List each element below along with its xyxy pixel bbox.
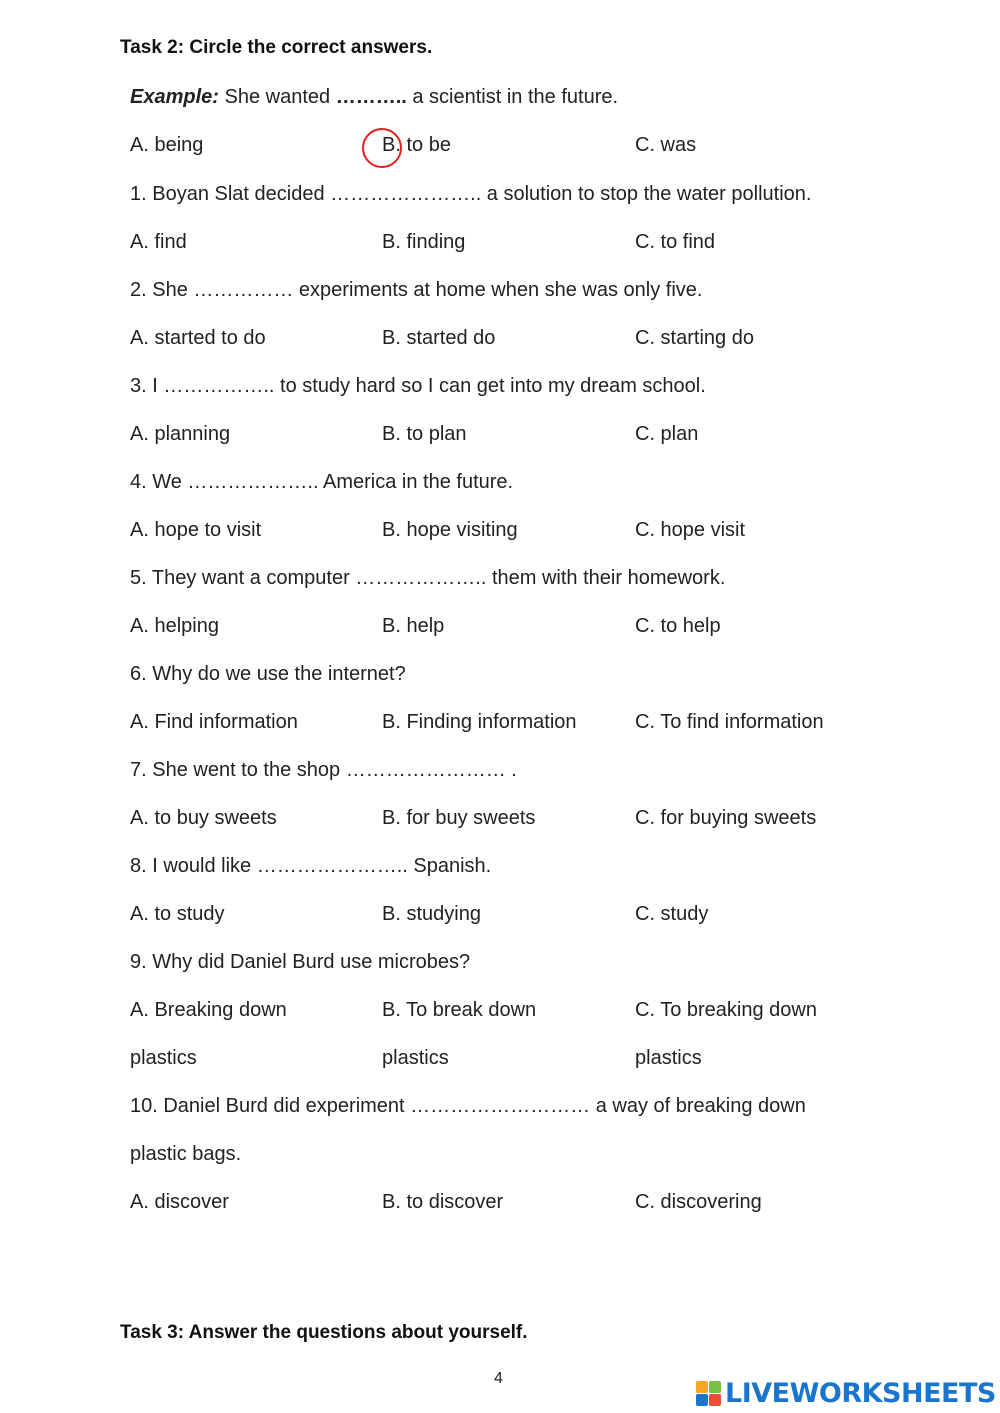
- q8-option-b[interactable]: B. studying: [382, 903, 481, 925]
- example-prompt: [130, 85, 618, 109]
- q5-option-a[interactable]: A. helping: [130, 615, 219, 637]
- example-label: Example:: [130, 86, 219, 108]
- example-option-b-letter: B.: [382, 134, 401, 156]
- q9-option-c[interactable]: C. To breaking down: [635, 999, 817, 1021]
- liveworksheets-wordmark: LIVEWORKSHEETS: [725, 1377, 996, 1409]
- question-6: 6. Why do we use the internet?: [130, 663, 406, 685]
- q2-option-a[interactable]: A. started to do: [130, 327, 266, 349]
- question-5: 5. They want a computer ……………….. them with their homework.: [130, 567, 726, 589]
- q1-option-c[interactable]: C. to find: [635, 231, 716, 253]
- liveworksheets-icon: [696, 1381, 721, 1406]
- q4-option-a[interactable]: A. hope to visit: [130, 519, 262, 541]
- q7-option-c[interactable]: C. for buying sweets: [635, 807, 817, 829]
- question-8: 8. I would like ………………….. Spanish.: [130, 855, 492, 877]
- q5-option-b[interactable]: B. help: [382, 615, 445, 637]
- example-option-c[interactable]: C. was: [635, 134, 697, 156]
- liveworksheets-logo: [696, 1376, 996, 1410]
- question-10-cont: plastic bags.: [130, 1143, 242, 1165]
- question-7: 7. She went to the shop …………………… .: [130, 759, 517, 781]
- q9-option-a[interactable]: A. Breaking down: [130, 999, 287, 1021]
- q6-option-c[interactable]: C. To find information: [635, 711, 824, 733]
- logo-tile-3: [696, 1394, 708, 1406]
- q9-option-a-cont[interactable]: plastics: [130, 1047, 197, 1069]
- page-number: 4: [494, 1370, 503, 1387]
- q2-option-b[interactable]: B. started do: [382, 327, 496, 349]
- logo-tile-1: [696, 1381, 708, 1393]
- q1-option-a[interactable]: A. find: [130, 231, 187, 253]
- q2-option-c[interactable]: C. starting do: [635, 327, 754, 349]
- q5-option-c[interactable]: C. to help: [635, 615, 721, 637]
- example-blank: ………..: [335, 86, 407, 108]
- q1-option-b[interactable]: B. finding: [382, 231, 466, 253]
- q8-option-a[interactable]: A. to study: [130, 903, 225, 925]
- q3-option-c[interactable]: C. plan: [635, 423, 699, 445]
- example-option-b-text: to be: [400, 134, 451, 156]
- q9-option-b[interactable]: B. To break down: [382, 999, 537, 1021]
- q3-option-a[interactable]: A. planning: [130, 423, 231, 445]
- q4-option-c[interactable]: C. hope visit: [635, 519, 746, 541]
- example-text-after: a scientist in the future.: [406, 86, 619, 108]
- question-3: 3. I …………….. to study hard so I can get into my dream school.: [130, 375, 706, 397]
- q9-option-b-cont[interactable]: plastics: [382, 1047, 449, 1069]
- q3-option-b[interactable]: B. to plan: [382, 423, 467, 445]
- q10-option-a[interactable]: A. discover: [130, 1191, 229, 1213]
- q10-option-c[interactable]: C. discovering: [635, 1191, 762, 1213]
- question-1: 1. Boyan Slat decided ………………….. a solution to stop the water pollution.: [130, 183, 812, 205]
- q8-option-c[interactable]: C. study: [635, 903, 709, 925]
- question-2: 2. She …………… experiments at home when she was only five.: [130, 279, 703, 301]
- question-4: 4. We ……………….. America in the future.: [130, 471, 514, 493]
- example-text-before: She wanted: [218, 86, 336, 108]
- q9-option-c-cont[interactable]: plastics: [635, 1047, 702, 1069]
- q7-option-b[interactable]: B. for buy sweets: [382, 807, 536, 829]
- q4-option-b[interactable]: B. hope visiting: [382, 519, 518, 541]
- q6-option-b[interactable]: B. Finding information: [382, 711, 577, 733]
- q6-option-a[interactable]: A. Find information: [130, 711, 298, 733]
- question-10: 10. Daniel Burd did experiment ……………………… a way of breaking down: [130, 1095, 806, 1117]
- logo-tile-4: [709, 1394, 721, 1406]
- answer-circle-mark: [362, 128, 402, 168]
- task-2-heading: Task 2: Circle the correct answers.: [120, 37, 433, 58]
- q7-option-a[interactable]: A. to buy sweets: [130, 807, 277, 829]
- logo-tile-2: [709, 1381, 721, 1393]
- example-option-a[interactable]: A. being: [130, 134, 204, 156]
- task-3-heading: Task 3: Answer the questions about yourself.: [120, 1322, 528, 1343]
- question-9: 9. Why did Daniel Burd use microbes?: [130, 951, 471, 973]
- q10-option-b[interactable]: B. to discover: [382, 1191, 504, 1213]
